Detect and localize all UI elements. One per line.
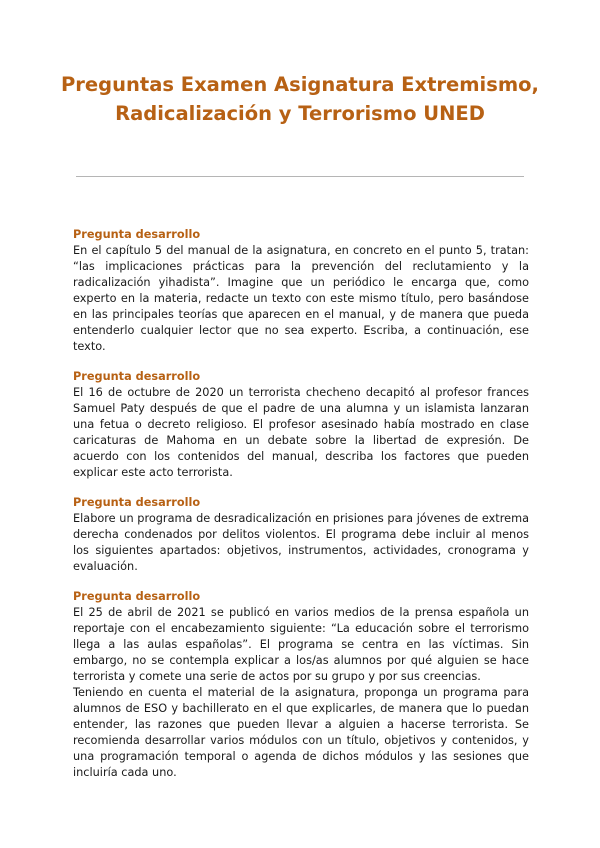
question-heading: Pregunta desarrollo: [73, 590, 201, 603]
question-text: El 16 de octubre de 2020 un terrorista checheno decapitó al profesor frances Samuel Paty después de que el padre de una alumna y un islamista lanzaran una fetua o decreto religioso. El profesor asesinado había mostrado en clase caricaturas de Mahoma en un debate sobre la libertad de expresión. De acuerdo con los contenidos del manual, describa los factores que pueden explicar este acto terrorista.: [73, 386, 529, 479]
title-divider: [76, 176, 524, 177]
question-text: En el capítulo 5 del manual de la asignatura, en concreto en el punto 5, tratan: “las implicaciones prácticas para la prevención del reclutamiento y la radicalización yihadista”. Imagine que un periódico le encarga que, como experto en la materia, redacte un texto con este mismo título, pero basándose en las principales teorías que aparecen en el manual, y de manera que pueda entenderlo cualquier lector que no sea experto. Escriba, a continuación, ese texto.: [73, 244, 529, 353]
question-4: [73, 589, 529, 781]
question-2: [73, 369, 529, 481]
document-title: Preguntas Examen Asignatura Extremismo, Radicalización y Terrorismo UNED: [61, 73, 539, 125]
question-1: [73, 227, 529, 355]
question-heading: Pregunta desarrollo: [73, 370, 201, 383]
question-text: El 25 de abril de 2021 se publicó en varios medios de la prensa española un reportaje con el encabezamiento siguiente: “La educación sobre el terrorismo llega a las aulas españolas”. El programa se centra en las víctimas. Sin embargo, no se contempla explicar a los/as alumnos por qué alguien se hace terrorista y comete una serie de actos por su grupo y por sus creencias.: [73, 606, 529, 683]
question-heading: Pregunta desarrollo: [73, 228, 201, 241]
question-3: [73, 495, 529, 575]
question-text: Elabore un programa de desradicalización en prisiones para jóvenes de extrema derecha condenados por delitos violentos. El programa debe incluir al menos los siguientes apartados: objetivos, instrumentos, actividades, cronograma y evaluación.: [73, 512, 529, 573]
question-heading: Pregunta desarrollo: [73, 496, 201, 509]
question-text: Teniendo en cuenta el material de la asignatura, proponga un programa para alumnos de ESO y bachillerato en el que explicarles, de manera que lo puedan entender, las razones que pueden llevar a alguien a hacerse terrorista. Se recomienda desarrollar varios módulos con un título, objetivos y contenidos, y una programación temporal o agenda de dichos módulos y las sesiones que incluiría cada uno.: [73, 686, 529, 779]
questions-list: [73, 227, 529, 795]
